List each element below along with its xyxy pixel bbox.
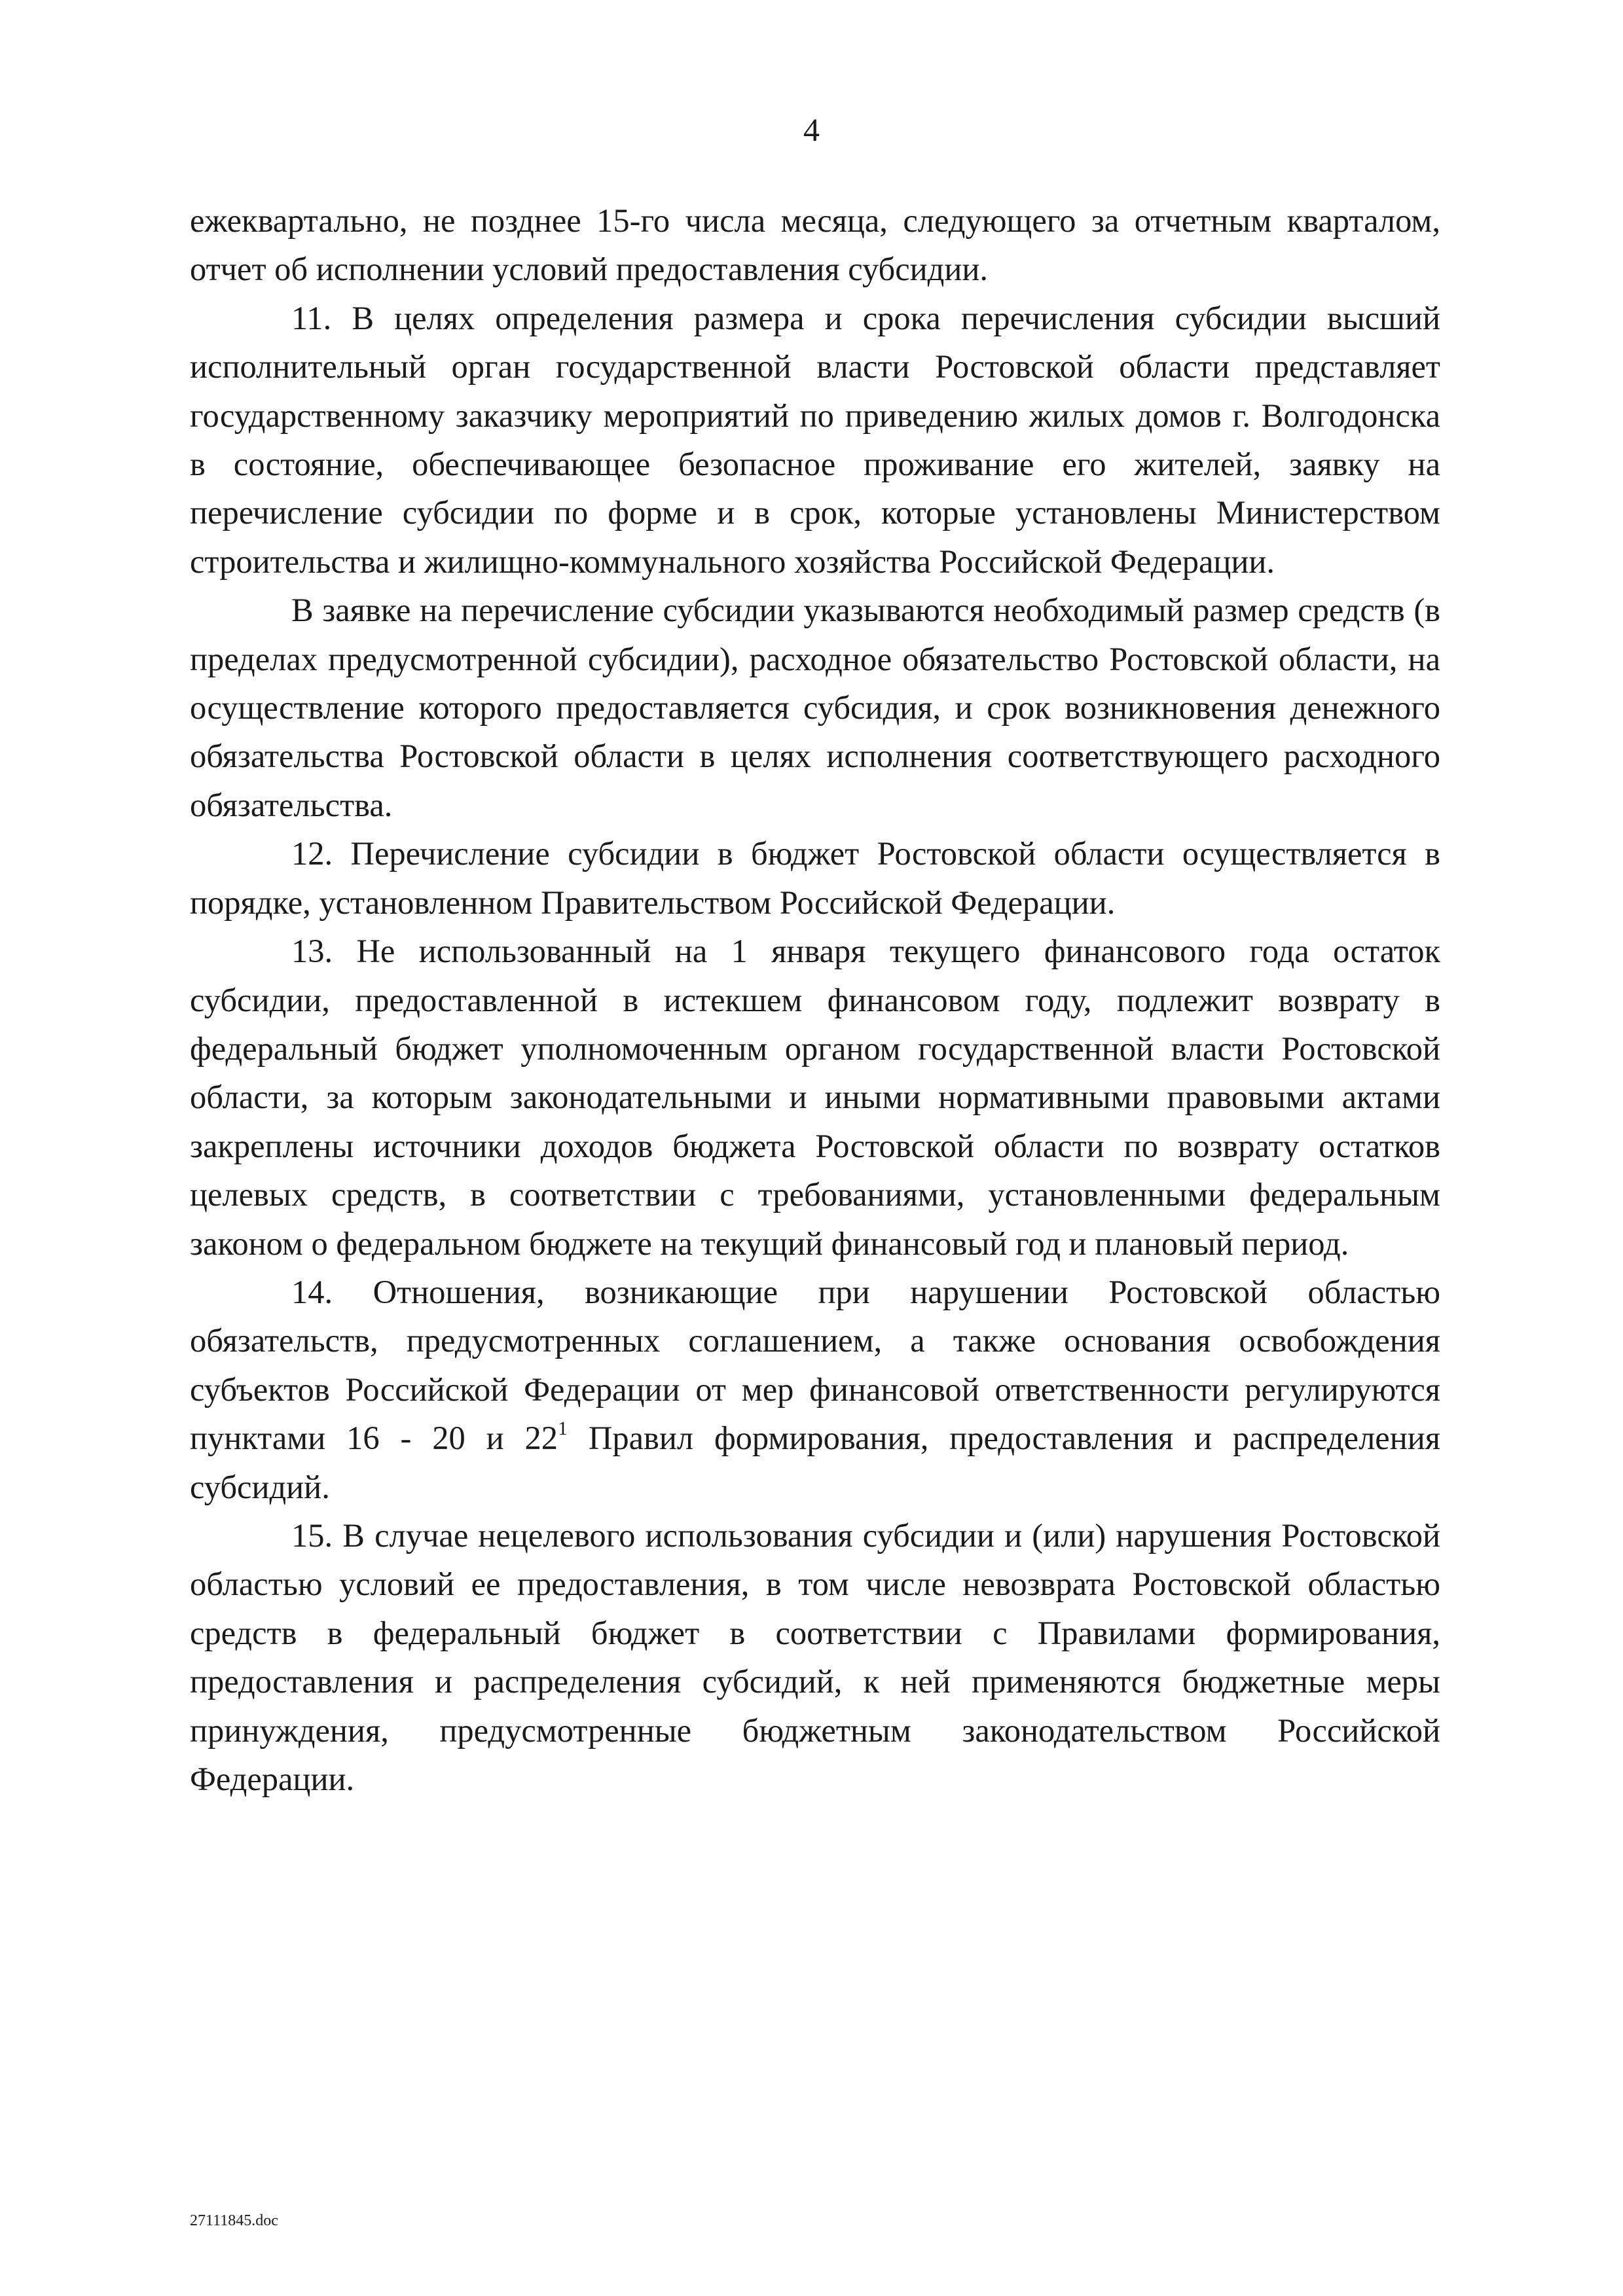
paragraph-clause-12: 12. Перечисление субсидии в бюджет Ростовской области осуществляется в порядке, установленном Правительством Российской Федерации. [190, 835, 1440, 921]
paragraph-clause-14 [190, 1268, 1440, 1511]
clause-14-text-after: Правил формирования, предоставления и распределения субсидий. [190, 1420, 1440, 1505]
footer-file-name: 27111845.doc [190, 2212, 278, 2229]
paragraph-clause-13: 13. Не использованный на 1 января текущего финансового года остаток субсидии, предоставленной в истекшем финансовом году, подлежит возврату в федеральный бюджет уполномоченным органом государственной власти Ростовской области, за которым законодательными и иными нормативными правовыми актами закреплены источники доходов бюджета Ростовской области по возврату остатков целевых средств, в соответствии с требованиями, установленными федеральным законом о федеральном бюджете на текущий финансовый год и плановый период. [190, 933, 1440, 1262]
clause-14-superscript: 1 [558, 1418, 568, 1440]
page-number: 4 [803, 111, 820, 148]
document-body [190, 196, 1440, 1803]
paragraph-continuation: ежеквартально, не позднее 15-го числа месяца, следующего за отчетным кварталом, отчет об исполнении условий предоставления субсидии. [190, 202, 1440, 288]
paragraph-clause-15: 15. В случае нецелевого использования субсидии и (или) нарушения Ростовской областью условий ее предоставления, в том числе невозврата Ростовской областью средств в федеральный бюджет в соответствии с Правилами формирования, предоставления и распределения субсидий, к ней применяются бюджетные меры принуждения, предусмотренные бюджетным законодательством Российской Федерации. [190, 1516, 1440, 1797]
paragraph-clause-11: 11. В целях определения размера и срока перечисления субсидии высший исполнительный орган государственной власти Ростовской области представляет государственному заказчику мероприятий по приведению жилых домов г. Волгодонска в состояние, обеспечивающее безопасное проживание его жителей, заявку на перечисление субсидии по форме и в срок, которые установлены Министерством строительства и жилищно-коммунального хозяйства Российской Федерации. [190, 299, 1440, 580]
paragraph-application-contents: В заявке на перечисление субсидии указываются необходимый размер средств (в пределах предусмотренной субсидии), расходное обязательство Ростовской области, на осуществление которого предоставляется субсидия, и срок возникновения денежного обязательства Ростовской области в целях исполнения соответствующего расходного обязательства. [190, 592, 1440, 823]
clause-14-text-before: 14. Отношения, возникающие при нарушении Ростовской областью обязательств, предусмотренных соглашением, а также основания освобождения субъектов Российской Федерации от мер финансовой ответственности регулируются пунктами 16 - 20 и 22 [190, 1273, 1440, 1457]
